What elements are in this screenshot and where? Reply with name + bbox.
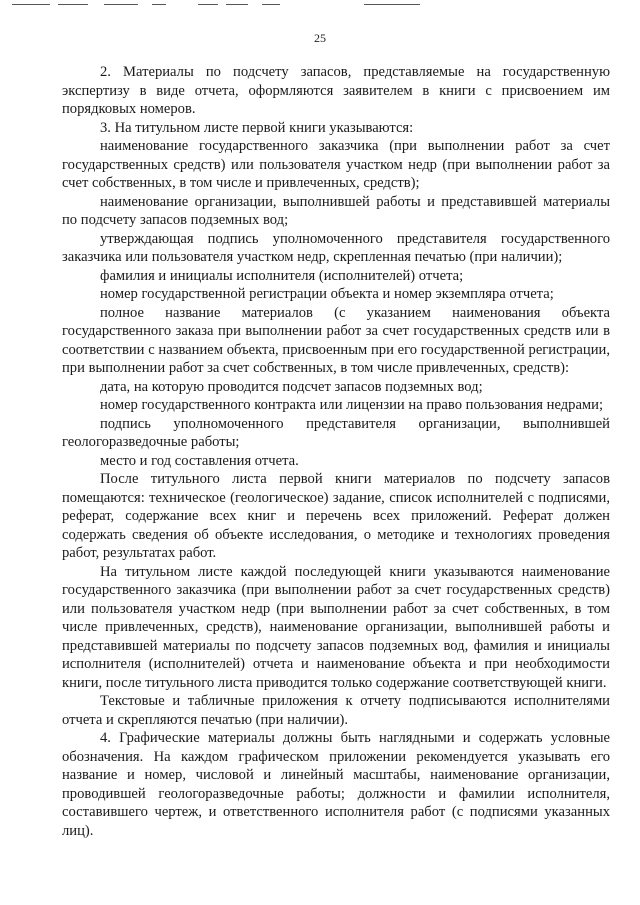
paragraph-materials-format: 2. Материалы по подсчету запасов, представляемые на государственную экспертизу в виде отчета, оформляются заявителем в книги с присвоением им порядковых номеров. [62, 64, 610, 117]
paragraph-place-year: место и год составления отчета. [100, 452, 299, 469]
paragraph-contract-number: номер государственного контракта или лицензии на право пользования недрами; [100, 397, 604, 413]
paragraph-graphic-materials: 4. Графические материалы должны быть наглядными и содержать условные обозначения. На каждом графическом приложении рекомендуется указывать его название и номер, числовой и линейный масштабы, наименование организации, проводившей геологоразведочные работы; должности и фамилии исполнителя, составившего чертеж, и ответственного исполнителя работ (с подписями указанных лиц). [62, 730, 610, 839]
paragraph-registration-number: номер государственной регистрации объекта и номер экземпляра отчета; [100, 286, 554, 302]
paragraph-subsequent-books: На титульном листе каждой последующей книги указываются наименование государственного заказчика (при выполнении работ за счет государственных средств) или пользователя участком недр (при выполнении работ за счет собственных, в том числе привлеченных, средств), наименование организации, выполнившей работы и представившей материалы по подсчету запасов подземных вод, фамилия и инициалы исполнителя (исполнителей) отчета и наименование объекта и при необходимости книги, после титульного листа приводится только содержание соответствующей книги. [62, 563, 610, 691]
paragraph-text-appendices: Текстовые и табличные приложения к отчету подписываются исполнителями отчета и скрепляются печатью (при наличии). [62, 693, 610, 728]
page-number: 25 [314, 31, 326, 45]
paragraph-organization-name: наименование организации, выполнившей работы и представившей материалы по подсчету запасов подземных вод; [62, 193, 610, 228]
paragraph-title-page-heading: 3. На титульном листе первой книги указываются: [100, 119, 414, 136]
paragraph-executor-names: фамилия и инициалы исполнителя (исполнителей) отчета; [100, 267, 464, 284]
paragraph-full-title: полное название материалов (с указанием наименования объекта государственного заказа при выполнении работ за счет государственных средств или в соответствии с названием объекта, присвоенным при его государственной регистрации, при выполнении работ за счет собственных, в том числе привлеченных, средств): [62, 304, 610, 376]
paragraph-after-title-page: После титульного листа первой книги материалов по подсчету запасов помещаются: техническое (геологическое) задание, список исполнителей с подписями, реферат, содержание всех книг и перечень всех приложений. Реферат должен содержать сведения об объекте исследования, о методике и технологиях проведения работ, результатах работ. [62, 471, 610, 561]
paragraph-approval-signature: утверждающая подпись уполномоченного представителя государственного заказчика или пользователя участком недр, скрепленная печатью (при наличии); [62, 230, 610, 265]
scan-artifact-lines [12, 4, 422, 8]
paragraph-representative-signature: подпись уполномоченного представителя организации, выполнившей геологоразведочные работы; [62, 415, 610, 450]
paragraph-customer-name: наименование государственного заказчика (при выполнении работ за счет государственных средств) или пользователя участком недр (при выполнении работ за счет собственных, в том числе и привлеченных, средств); [62, 138, 610, 191]
document-body [62, 63, 610, 840]
paragraph-calculation-date: дата, на которую проводится подсчет запасов подземных вод; [100, 378, 483, 395]
